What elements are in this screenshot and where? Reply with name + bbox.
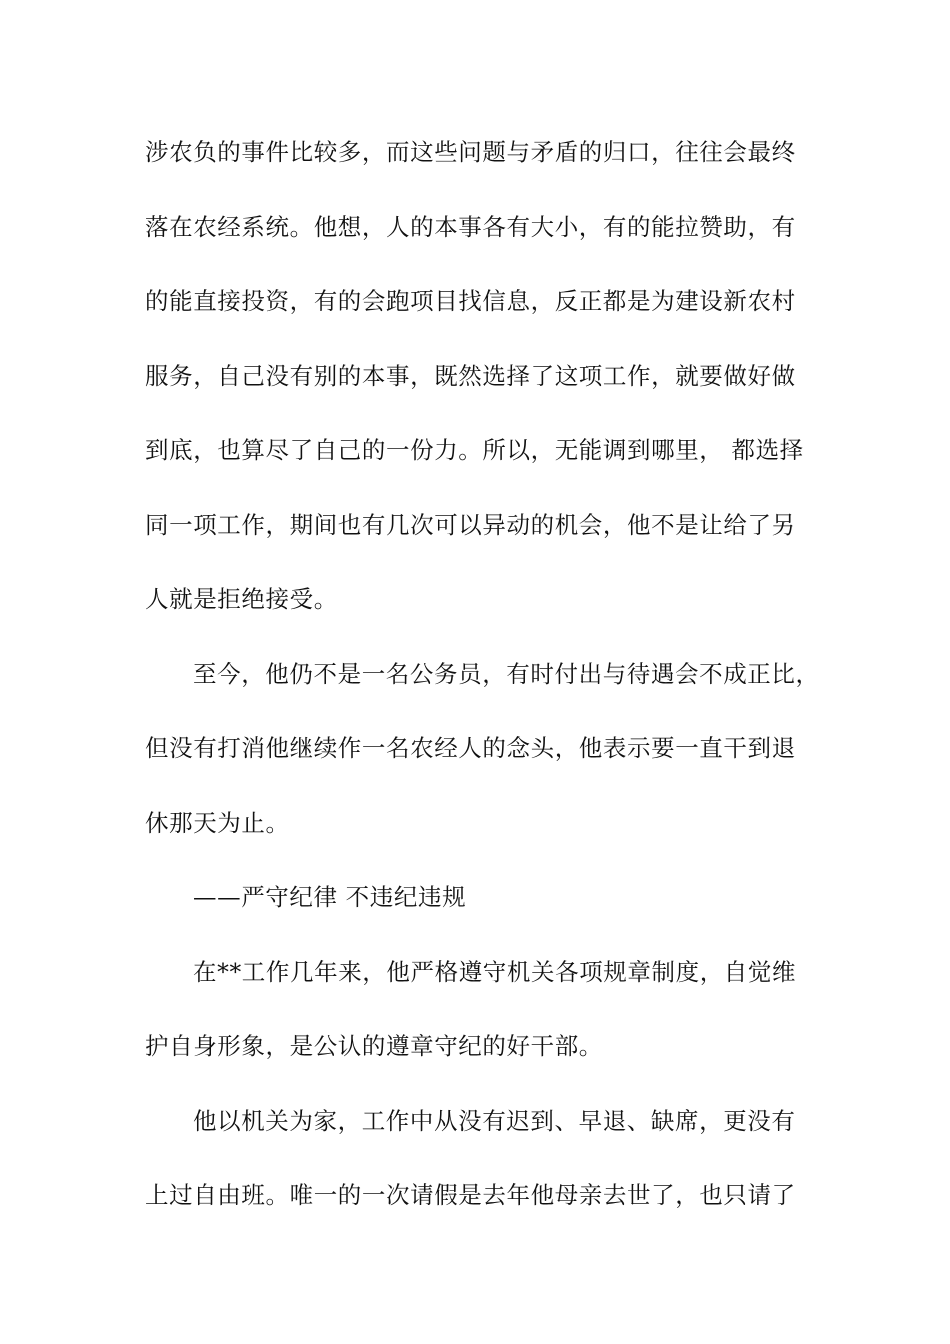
text-line: 落在农经系统。他想，人的本事各有大小，有的能拉赞助，有 (145, 213, 796, 241)
paragraph-first-line: 至今，他仍不是一名公务员，有时付出与待遇会不成正比， (193, 660, 820, 688)
paragraph-first-line: 在**工作几年来，他严格遵守机关各项规章制度，自觉维 (193, 958, 797, 986)
text-line: 服务，自己没有别的本事，既然选择了这项工作，就要做好做 (145, 362, 796, 390)
text-line: 的能直接投资，有的会跑项目找信息，反正都是为建设新农村 (145, 287, 796, 315)
section-heading: ——严守纪律 不违纪违规 (193, 883, 467, 911)
text-line: 但没有打消他继续作一名农经人的念头，他表示要一直干到退 (145, 734, 796, 762)
text-line: 护自身形象，是公认的遵章守纪的好干部。 (145, 1032, 603, 1060)
text-line: 上过自由班。唯一的一次请假是去年他母亲去世了，也只请了 (145, 1181, 796, 1209)
paragraph-first-line: 他以机关为家，工作中从没有迟到、早退、缺席，更没有 (193, 1107, 796, 1135)
text-line: 人就是拒绝接受。 (145, 585, 338, 613)
text-line: 到底，也算尽了自己的一份力。所以，无能调到哪里， 都选择 (145, 436, 804, 464)
text-line: 涉农负的事件比较多，而这些问题与矛盾的归口，往往会最终 (145, 138, 796, 166)
text-line: 休那天为止。 (145, 809, 290, 837)
text-line: 同一项工作，期间也有几次可以异动的机会，他不是让给了另 (145, 511, 796, 539)
